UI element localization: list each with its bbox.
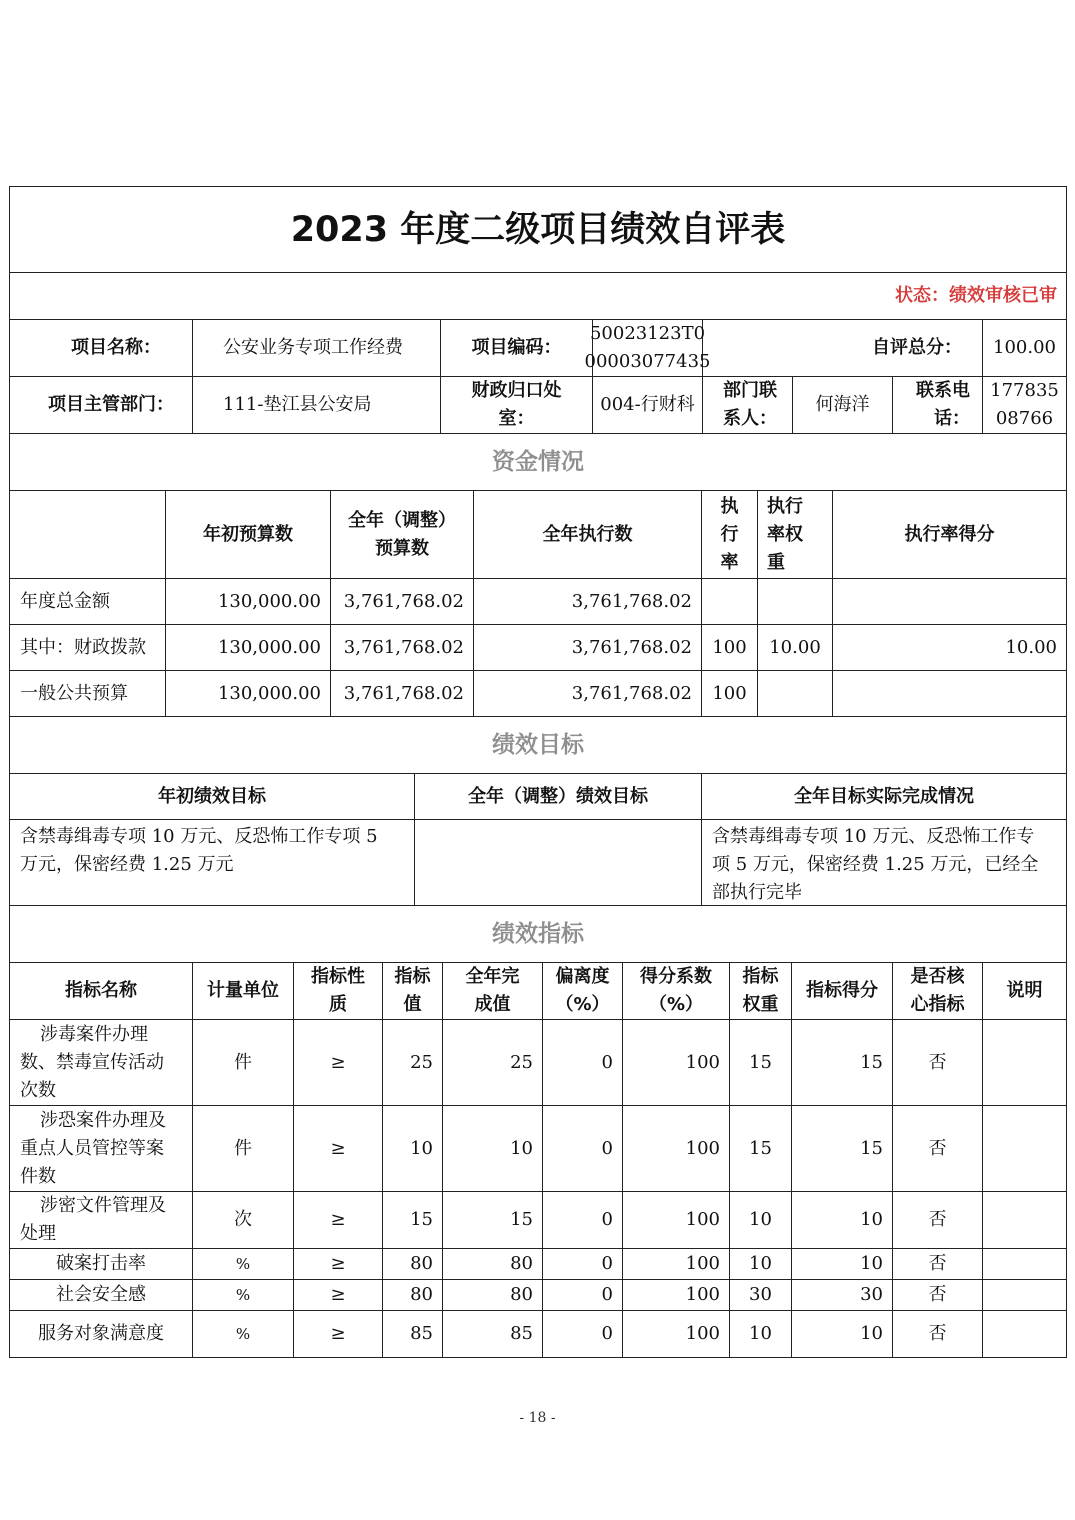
funds-header-score: 执行率得分 bbox=[904, 523, 995, 545]
ind-header-deviation-line-2: （%） bbox=[555, 994, 610, 1015]
indicator-note bbox=[983, 1249, 1066, 1279]
project-info-row-1 bbox=[10, 320, 1066, 377]
funds-row-score: 10.00 bbox=[1005, 636, 1057, 658]
indicator-nature: ≥ bbox=[294, 1192, 383, 1248]
indicator-row bbox=[10, 1106, 1066, 1192]
indicator-coef: 100 bbox=[623, 1280, 730, 1310]
phone-value bbox=[983, 377, 1066, 433]
indicator-note bbox=[983, 1020, 1066, 1105]
status-text: 状态：绩效审核已审 bbox=[895, 285, 1057, 306]
indicator-name bbox=[10, 1249, 193, 1279]
ind-header-unit: 计量单位 bbox=[193, 963, 294, 1019]
indicator-name bbox=[10, 1020, 193, 1105]
goals-initial-line-1: 含禁毒缉毒专项 10 万元、反恐怖工作专项 5 bbox=[20, 826, 378, 847]
ind-header-core-line-2: 心指标 bbox=[910, 994, 965, 1015]
funds-row-weight bbox=[758, 579, 833, 624]
ind-header-coef bbox=[623, 963, 730, 1019]
ind-header-score: 指标得分 bbox=[792, 963, 893, 1019]
funds-header-adjusted-line-1: 全年（调整） bbox=[348, 509, 456, 531]
funds-header-adjusted-line-2: 预算数 bbox=[375, 537, 429, 559]
indicator-value: 80 bbox=[383, 1280, 443, 1310]
finance-office-label-line-1: 财政归口处 bbox=[471, 380, 562, 401]
indicator-unit: % bbox=[193, 1249, 294, 1279]
phone-line-1: 177835 bbox=[990, 380, 1059, 401]
goals-header-row bbox=[10, 774, 1066, 820]
dept-label: 项目主管部门： bbox=[10, 377, 193, 433]
indicator-score: 10 bbox=[792, 1311, 893, 1357]
funds-row-adjusted: 3,761,768.02 bbox=[331, 625, 474, 670]
indicator-score: 10 bbox=[792, 1192, 893, 1248]
contact-label-line-1: 部门联 bbox=[723, 380, 777, 401]
funds-header-rate-line-3: 率 bbox=[720, 551, 739, 573]
indicator-nature: ≥ bbox=[294, 1020, 383, 1105]
funds-header-rate-line-2: 行 bbox=[720, 523, 739, 545]
indicator-name bbox=[10, 1192, 193, 1248]
ind-header-weight bbox=[730, 963, 792, 1019]
goals-actual-text bbox=[702, 820, 1066, 905]
funds-row-label: 一般公共预算 bbox=[10, 671, 166, 716]
funds-row-initial: 130,000.00 bbox=[166, 579, 331, 624]
indicator-coef: 100 bbox=[623, 1192, 730, 1248]
funds-row bbox=[10, 671, 1066, 717]
funds-row-rate: 100 bbox=[702, 671, 758, 716]
goals-content-row bbox=[10, 820, 1066, 906]
indicator-note bbox=[983, 1280, 1066, 1310]
indicator-nature: ≥ bbox=[294, 1311, 383, 1357]
indicator-name-line: 涉恐案件办理及 bbox=[40, 1109, 166, 1131]
funds-header-initial: 年初预算数 bbox=[166, 491, 331, 578]
indicator-weight: 10 bbox=[730, 1249, 792, 1279]
goals-header-adjusted: 全年（调整）绩效目标 bbox=[415, 774, 702, 819]
indicator-score: 15 bbox=[792, 1106, 893, 1191]
indicator-core: 否 bbox=[893, 1311, 983, 1357]
contact-label bbox=[703, 377, 793, 433]
ind-header-completed-line-1: 全年完 bbox=[465, 966, 520, 987]
indicator-name-line: 次数 bbox=[20, 1079, 56, 1101]
indicator-weight: 15 bbox=[730, 1020, 792, 1105]
indicator-coef: 100 bbox=[623, 1249, 730, 1279]
ind-header-completed bbox=[443, 963, 543, 1019]
funds-row-rate bbox=[702, 579, 758, 624]
indicator-value: 85 bbox=[383, 1311, 443, 1357]
ind-header-core-line-1: 是否核 bbox=[910, 966, 965, 987]
funds-row-weight bbox=[758, 671, 833, 716]
indicator-note bbox=[983, 1106, 1066, 1191]
project-info-row-2 bbox=[10, 377, 1066, 434]
indicator-name-line: 处理 bbox=[20, 1223, 56, 1244]
ind-header-note: 说明 bbox=[1006, 980, 1043, 1001]
indicator-name-line: 涉密文件管理及 bbox=[40, 1195, 166, 1216]
title-row bbox=[10, 187, 1066, 273]
funds-row-initial: 130,000.00 bbox=[166, 671, 331, 716]
indicator-unit: % bbox=[193, 1280, 294, 1310]
indicator-deviation: 0 bbox=[543, 1020, 623, 1105]
ind-header-coef-line-2: （%） bbox=[648, 994, 704, 1015]
project-code-line-1: 50023123T0 bbox=[589, 323, 706, 344]
phone-line-2: 08766 bbox=[995, 408, 1054, 429]
finance-office-label-line-2: 室： bbox=[498, 408, 535, 429]
indicator-completed: 80 bbox=[443, 1280, 543, 1310]
funds-header-adjusted bbox=[331, 491, 474, 578]
indicator-name-line: 涉毒案件办理 bbox=[40, 1023, 148, 1045]
funds-section-row bbox=[10, 434, 1066, 491]
goals-actual-line-1: 含禁毒缉毒专项 10 万元、反恐怖工作专 bbox=[712, 826, 1035, 847]
ind-header-value-line-2: 值 bbox=[403, 994, 422, 1015]
indicator-unit: 件 bbox=[193, 1106, 294, 1191]
ind-header-deviation-line-1: 偏离度 bbox=[555, 966, 610, 987]
indicator-row bbox=[10, 1311, 1066, 1357]
indicator-name-line: 件数 bbox=[20, 1165, 56, 1187]
status-row bbox=[10, 273, 1066, 320]
project-name-label: 项目名称： bbox=[10, 320, 193, 376]
indicator-deviation: 0 bbox=[543, 1192, 623, 1248]
indicator-note bbox=[983, 1192, 1066, 1248]
ind-header-name: 指标名称 bbox=[10, 963, 193, 1019]
indicator-value: 15 bbox=[383, 1192, 443, 1248]
phone-label-line-1: 联系电 bbox=[916, 380, 970, 401]
indicator-deviation: 0 bbox=[543, 1106, 623, 1191]
indicator-row bbox=[10, 1020, 1066, 1106]
indicator-deviation: 0 bbox=[543, 1249, 623, 1279]
funds-row-executed: 3,761,768.02 bbox=[474, 625, 702, 670]
indicator-unit: 件 bbox=[193, 1020, 294, 1105]
indicators-section-row bbox=[10, 906, 1066, 963]
indicator-value: 10 bbox=[383, 1106, 443, 1191]
indicator-row bbox=[10, 1249, 1066, 1280]
indicator-core: 否 bbox=[893, 1192, 983, 1248]
indicator-nature: ≥ bbox=[294, 1280, 383, 1310]
indicator-name bbox=[10, 1280, 193, 1310]
indicator-rows bbox=[10, 1020, 1066, 1357]
indicator-unit: 次 bbox=[193, 1192, 294, 1248]
indicators-header-row bbox=[10, 963, 1066, 1020]
indicator-note bbox=[983, 1311, 1066, 1357]
indicator-core: 否 bbox=[893, 1106, 983, 1191]
funds-section-title: 资金情况 bbox=[492, 449, 584, 475]
goals-actual-line-2: 项 5 万元，保密经费 1.25 万元，已经全 bbox=[712, 854, 1039, 875]
indicator-value: 25 bbox=[383, 1020, 443, 1105]
indicator-weight: 15 bbox=[730, 1106, 792, 1191]
indicators-section-title: 绩效指标 bbox=[492, 921, 584, 947]
funds-header-weight-line-2: 率权 bbox=[767, 523, 803, 545]
goals-actual-line-3: 部执行完毕 bbox=[712, 882, 802, 903]
funds-header-rate-line-1: 执 bbox=[720, 495, 739, 517]
ind-header-coef-line-1: 得分系数 bbox=[640, 966, 712, 987]
indicator-row bbox=[10, 1192, 1066, 1249]
indicator-name-line: 数、禁毒宣传活动 bbox=[20, 1051, 164, 1073]
ind-header-weight-line-2: 权重 bbox=[742, 994, 779, 1015]
indicator-name-line: 服务对象满意度 bbox=[38, 1323, 164, 1344]
indicator-completed: 25 bbox=[443, 1020, 543, 1105]
indicator-weight: 10 bbox=[730, 1192, 792, 1248]
indicator-score: 30 bbox=[792, 1280, 893, 1310]
funds-row-executed: 3,761,768.02 bbox=[474, 579, 702, 624]
indicator-coef: 100 bbox=[623, 1311, 730, 1357]
finance-office-label bbox=[441, 377, 593, 433]
indicator-name-line: 破案打击率 bbox=[56, 1253, 146, 1274]
goals-section-title: 绩效目标 bbox=[492, 732, 584, 758]
goals-section-row bbox=[10, 717, 1066, 774]
indicator-score: 10 bbox=[792, 1249, 893, 1279]
funds-header-weight-line-1: 执行 bbox=[767, 495, 803, 517]
indicator-nature: ≥ bbox=[294, 1249, 383, 1279]
indicator-deviation: 0 bbox=[543, 1311, 623, 1357]
ind-header-nature-line-2: 质 bbox=[329, 994, 347, 1015]
funds-header-weight-line-3: 重 bbox=[767, 551, 785, 573]
indicator-name bbox=[10, 1311, 193, 1357]
funds-row bbox=[10, 579, 1066, 625]
funds-header-row bbox=[10, 491, 1066, 579]
ind-header-core bbox=[893, 963, 983, 1019]
indicator-value: 80 bbox=[383, 1249, 443, 1279]
dept-value: 111-垫江县公安局 bbox=[193, 377, 441, 433]
funds-row-weight: 10.00 bbox=[758, 625, 833, 670]
indicator-completed: 15 bbox=[443, 1192, 543, 1248]
funds-header-executed: 全年执行数 bbox=[474, 491, 702, 578]
goals-header-actual: 全年目标实际完成情况 bbox=[794, 785, 974, 807]
funds-row-adjusted: 3,761,768.02 bbox=[331, 671, 474, 716]
total-score-label: 自评总分： bbox=[703, 320, 983, 376]
indicator-weight: 10 bbox=[730, 1311, 792, 1357]
indicator-name-line: 社会安全感 bbox=[56, 1284, 146, 1305]
project-code-line-2: 00003077435 bbox=[584, 351, 711, 372]
page-number: - 18 - bbox=[519, 1410, 556, 1426]
indicator-score: 15 bbox=[792, 1020, 893, 1105]
performance-evaluation-form bbox=[9, 186, 1067, 1358]
indicator-core: 否 bbox=[893, 1020, 983, 1105]
indicator-completed: 80 bbox=[443, 1249, 543, 1279]
indicator-core: 否 bbox=[893, 1280, 983, 1310]
indicator-core: 否 bbox=[893, 1249, 983, 1279]
phone-label bbox=[893, 377, 983, 433]
indicator-coef: 100 bbox=[623, 1020, 730, 1105]
phone-label-line-2: 话： bbox=[934, 408, 970, 429]
finance-office-value: 004-行财科 bbox=[593, 377, 703, 433]
funds-header-weight bbox=[758, 491, 833, 578]
goals-header-initial: 年初绩效目标 bbox=[10, 774, 415, 819]
indicator-deviation: 0 bbox=[543, 1280, 623, 1310]
funds-row-label: 其中：财政拨款 bbox=[10, 625, 166, 670]
funds-header-blank bbox=[10, 491, 166, 578]
contact-label-line-2: 系人： bbox=[723, 408, 777, 429]
funds-row-score bbox=[833, 579, 1066, 624]
funds-row-label: 年度总金额 bbox=[10, 579, 166, 624]
ind-header-nature bbox=[294, 963, 383, 1019]
ind-header-weight-line-1: 指标 bbox=[742, 966, 779, 987]
ind-header-value bbox=[383, 963, 443, 1019]
project-name-value: 公安业务专项工作经费 bbox=[193, 320, 441, 376]
project-code-label: 项目编码： bbox=[441, 320, 593, 376]
funds-header-rate bbox=[702, 491, 758, 578]
funds-row-adjusted: 3,761,768.02 bbox=[331, 579, 474, 624]
indicator-weight: 30 bbox=[730, 1280, 792, 1310]
ind-header-value-line-1: 指标 bbox=[394, 966, 431, 987]
goals-initial-text bbox=[10, 820, 415, 905]
indicator-name bbox=[10, 1106, 193, 1191]
funds-row-executed: 3,761,768.02 bbox=[474, 671, 702, 716]
indicator-row bbox=[10, 1280, 1066, 1311]
indicator-name-line: 重点人员管控等案 bbox=[20, 1137, 164, 1159]
ind-header-deviation bbox=[543, 963, 623, 1019]
project-code-value bbox=[584, 320, 711, 376]
funds-row-initial: 130,000.00 bbox=[166, 625, 331, 670]
goals-initial-line-2: 万元，保密经费 1.25 万元 bbox=[20, 854, 234, 875]
funds-row-rate: 100 bbox=[702, 625, 758, 670]
funds-row-score bbox=[833, 671, 1066, 716]
ind-header-completed-line-2: 成值 bbox=[474, 994, 511, 1015]
form-title: 2023 年度二级项目绩效自评表 bbox=[290, 209, 786, 250]
total-score-value: 100.00 bbox=[993, 337, 1056, 358]
indicator-coef: 100 bbox=[623, 1106, 730, 1191]
indicator-completed: 85 bbox=[443, 1311, 543, 1357]
ind-header-nature-line-1: 指标性 bbox=[311, 966, 365, 987]
indicator-completed: 10 bbox=[443, 1106, 543, 1191]
indicator-nature: ≥ bbox=[294, 1106, 383, 1191]
contact-value: 何海洋 bbox=[793, 377, 893, 433]
indicator-unit: % bbox=[193, 1311, 294, 1357]
goals-adjusted-text bbox=[415, 820, 702, 905]
funds-row bbox=[10, 625, 1066, 671]
